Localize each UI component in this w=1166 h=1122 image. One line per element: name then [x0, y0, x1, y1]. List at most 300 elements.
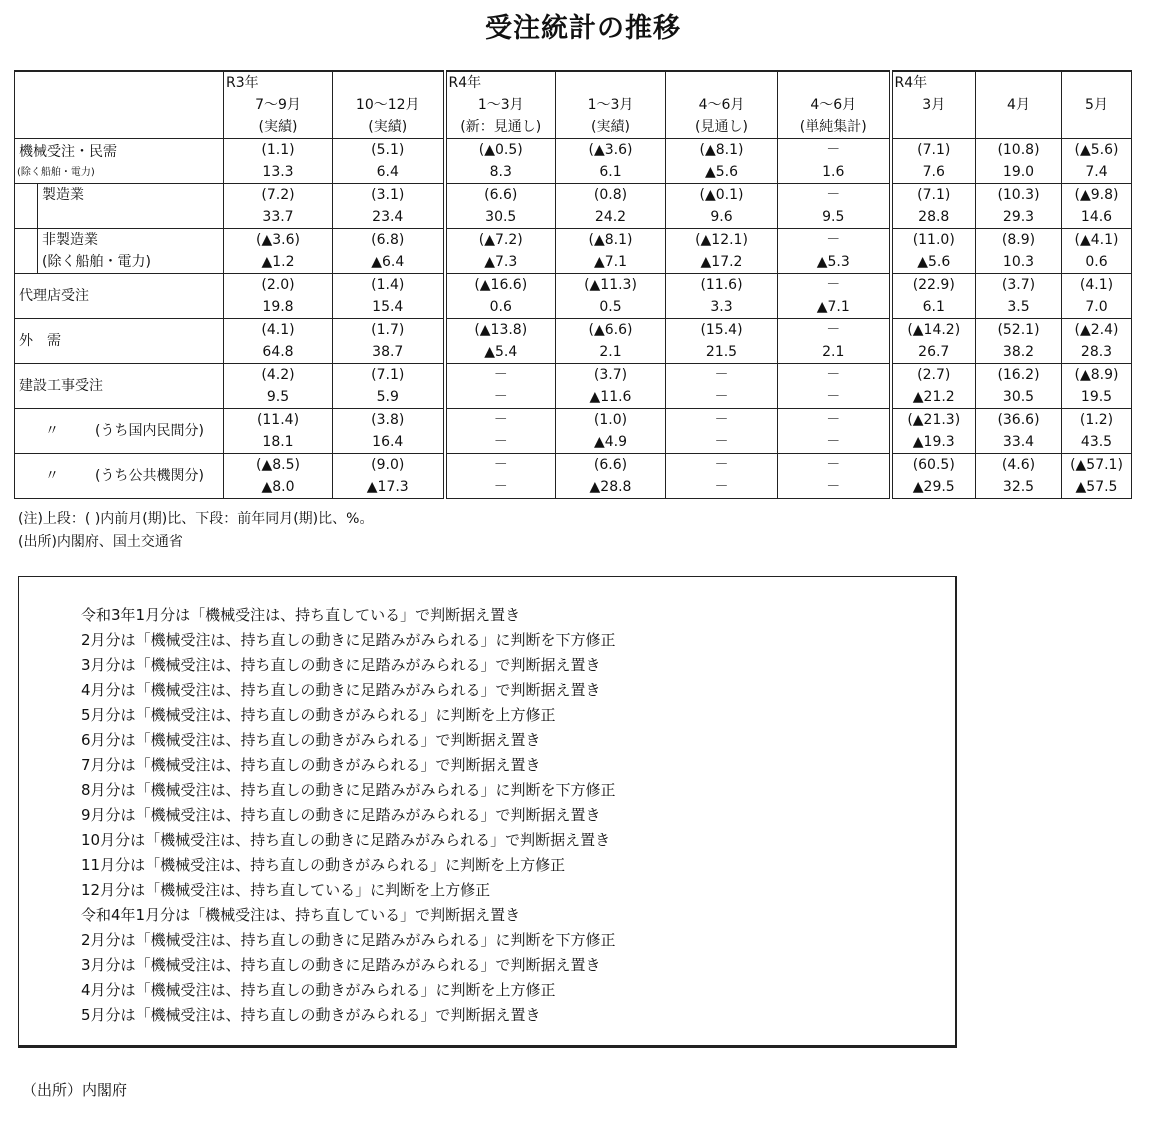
table-row — [15, 139, 1132, 184]
assessment-item: 4月分は「機械受注は、持ち直しの動きがみられる」に判断を上方修正 — [81, 981, 556, 999]
mom-value: (4.1) — [261, 322, 295, 338]
value-cell — [224, 409, 333, 454]
value-cell — [556, 274, 666, 319]
mom-value: (22.9) — [912, 277, 955, 293]
yoy-value: 28.8 — [918, 209, 950, 225]
header-label-cell — [15, 71, 224, 139]
yoy-value: 21.5 — [705, 344, 738, 360]
yoy-value: 13.3 — [262, 164, 294, 180]
yoy-value: ▲57.5 — [1075, 479, 1118, 495]
assessment-list — [81, 603, 616, 1028]
yoy-value: 5.9 — [376, 389, 399, 405]
row-sublabel: (除く船舶・電力) — [17, 167, 95, 178]
yoy-value: 6.1 — [922, 299, 945, 315]
yoy-value: 30.5 — [485, 209, 517, 225]
mom-value: (3.8) — [371, 412, 405, 428]
mom-value: (1.7) — [371, 322, 405, 338]
mom-value: (▲5.6) — [1074, 142, 1119, 158]
value-cell — [1062, 319, 1132, 364]
value-cell — [333, 229, 445, 274]
value-cell — [666, 139, 778, 184]
header-cell — [666, 71, 778, 139]
mom-value: － — [826, 457, 841, 473]
mom-value: － — [826, 142, 841, 158]
table-row — [15, 229, 1132, 274]
mom-value: (3.7) — [593, 367, 628, 383]
value-cell — [224, 364, 333, 409]
value-cell — [333, 274, 445, 319]
yoy-value: 30.5 — [1002, 389, 1035, 405]
yoy-value: ▲4.9 — [593, 434, 628, 450]
value-cell — [333, 454, 445, 499]
table-row — [15, 184, 1132, 229]
mom-value: (▲9.8) — [1074, 187, 1119, 203]
value-cell — [976, 454, 1062, 499]
yoy-value: 19.5 — [1080, 389, 1113, 405]
mom-value: (3.1) — [371, 187, 405, 203]
mom-value: (▲8.1) — [699, 142, 744, 158]
yoy-value: 8.3 — [489, 164, 512, 180]
assessment-item: 2月分は「機械受注は、持ち直しの動きに足踏みがみられる」に判断を下方修正 — [81, 631, 616, 649]
yoy-value: 33.7 — [262, 209, 294, 225]
header-period: 3月 — [922, 97, 946, 113]
value-cell — [445, 319, 556, 364]
value-cell — [224, 139, 333, 184]
mom-value: (6.6) — [593, 457, 628, 473]
mom-value: (▲21.3) — [907, 412, 961, 428]
assessment-item: 11月分は「機械受注は、持ち直しの動きがみられる」に判断を上方修正 — [81, 856, 566, 874]
yoy-value: － — [714, 479, 729, 495]
header-note: (実績) — [591, 119, 630, 135]
header-cell — [224, 71, 333, 139]
yoy-value: ▲17.3 — [366, 479, 409, 495]
yoy-value: － — [826, 389, 841, 405]
mom-value: (▲16.6) — [474, 277, 528, 293]
assessment-history-box — [18, 576, 957, 1048]
yoy-value: ▲7.3 — [484, 254, 518, 270]
value-cell — [778, 139, 891, 184]
value-cell — [1062, 274, 1132, 319]
mom-value: (11.4) — [256, 412, 300, 428]
mom-value: (▲4.1) — [1074, 232, 1119, 248]
value-cell — [891, 184, 976, 229]
value-cell — [556, 139, 666, 184]
mom-value: － — [826, 412, 841, 428]
header-cell — [891, 71, 976, 139]
value-cell — [556, 229, 666, 274]
value-cell — [556, 409, 666, 454]
mom-value: (▲2.4) — [1074, 322, 1119, 338]
value-cell — [778, 274, 891, 319]
mom-value: － — [493, 457, 508, 473]
yoy-value: － — [826, 434, 841, 450]
yoy-value: － — [714, 389, 729, 405]
assessment-item: 6月分は「機械受注は、持ち直しの動きがみられる」で判断据え置き — [81, 731, 541, 749]
yoy-value: ▲28.8 — [589, 479, 632, 495]
header-period: 1～3月 — [587, 97, 634, 113]
assessment-item: 令和4年1月分は「機械受注は、持ち直している」で判断据え置き — [81, 906, 521, 924]
mom-value: (▲3.6) — [588, 142, 633, 158]
yoy-value: 0.6 — [489, 299, 512, 315]
value-cell — [1062, 409, 1132, 454]
assessment-item: 2月分は「機械受注は、持ち直しの動きに足踏みがみられる」に判断を下方修正 — [81, 931, 616, 949]
table-source: (出所)内閣府、国土交通省 — [18, 534, 183, 550]
header-era — [333, 72, 443, 94]
yoy-value: 38.2 — [1002, 344, 1035, 360]
mom-value: － — [493, 367, 508, 383]
mom-value: (4.6) — [1001, 457, 1036, 473]
value-cell — [666, 319, 778, 364]
mom-value: (2.0) — [261, 277, 295, 293]
header-period: 4～6月 — [810, 97, 857, 113]
mom-value: (6.6) — [484, 187, 518, 203]
yoy-value: 38.7 — [372, 344, 404, 360]
mom-value: (▲11.3) — [584, 277, 637, 293]
header-note: (新：見通し) — [460, 119, 542, 135]
value-cell — [666, 184, 778, 229]
mom-value: (7.2) — [261, 187, 295, 203]
yoy-value: ▲5.6 — [917, 254, 951, 270]
value-cell — [666, 454, 778, 499]
mom-value: (36.6) — [997, 412, 1040, 428]
ditto-mark: 〃 — [45, 468, 59, 484]
yoy-value: ▲6.4 — [371, 254, 405, 270]
mom-value: (▲12.1) — [695, 232, 748, 248]
yoy-value: 0.6 — [1085, 254, 1108, 270]
row-label: 製造業 — [42, 187, 84, 203]
value-cell — [556, 364, 666, 409]
mom-value: (3.7) — [1001, 277, 1036, 293]
row-label: 建設工事受注 — [19, 378, 103, 394]
mom-value: (60.5) — [912, 457, 955, 473]
value-cell — [891, 364, 976, 409]
value-cell — [445, 454, 556, 499]
mom-value: (11.6) — [700, 277, 743, 293]
header-period: 1～3月 — [477, 97, 524, 113]
value-cell — [976, 229, 1062, 274]
value-cell — [778, 454, 891, 499]
header-era — [666, 72, 777, 94]
value-cell — [976, 364, 1062, 409]
mom-value: (1.2) — [1079, 412, 1114, 428]
header-cell — [976, 71, 1062, 139]
mom-value: (4.1) — [1079, 277, 1114, 293]
mom-value: － — [826, 367, 841, 383]
mom-value: － — [714, 367, 729, 383]
value-cell — [1062, 364, 1132, 409]
mom-value: (7.1) — [371, 367, 405, 383]
value-cell — [666, 364, 778, 409]
value-cell — [976, 184, 1062, 229]
mom-value: (9.0) — [371, 457, 405, 473]
assessment-item: 7月分は「機械受注は、持ち直しの動きがみられる」で判断据え置き — [81, 756, 541, 774]
yoy-value: 26.7 — [918, 344, 950, 360]
value-cell — [224, 274, 333, 319]
header-cell — [445, 71, 556, 139]
assessment-item: 5月分は「機械受注は、持ち直しの動きがみられる」で判断据え置き — [81, 1006, 541, 1024]
header-era: R3年 — [226, 75, 259, 91]
row-label: 機械受注・民需 — [19, 144, 117, 160]
header-note: (実績) — [258, 119, 298, 135]
header-period: 4～6月 — [698, 97, 745, 113]
orders-statistics-table — [14, 70, 1132, 499]
table-header-row — [15, 71, 1132, 139]
yoy-value: 10.3 — [1002, 254, 1035, 270]
table-row — [15, 409, 1132, 454]
yoy-value: － — [493, 479, 508, 495]
mom-value: (6.8) — [371, 232, 405, 248]
value-cell — [445, 184, 556, 229]
table-row — [15, 274, 1132, 319]
value-cell — [778, 184, 891, 229]
value-cell — [1062, 229, 1132, 274]
yoy-value: 15.4 — [372, 299, 404, 315]
mom-value: (1.1) — [261, 142, 295, 158]
table-row — [15, 319, 1132, 364]
mom-value: (52.1) — [997, 322, 1040, 338]
mom-value: (5.1) — [371, 142, 405, 158]
value-cell — [333, 139, 445, 184]
mom-value: (16.2) — [997, 367, 1040, 383]
header-period: 10～12月 — [355, 97, 420, 113]
row-label: 代理店受注 — [19, 288, 89, 304]
yoy-value: 19.0 — [1002, 164, 1035, 180]
mom-value: (11.0) — [912, 232, 955, 248]
yoy-value: ▲29.5 — [912, 479, 955, 495]
value-cell — [1062, 184, 1132, 229]
header-note: (単純集計) — [799, 119, 867, 135]
ditto-mark: 〃 — [45, 423, 59, 439]
row-label-cell — [15, 184, 224, 229]
yoy-value: 24.2 — [594, 209, 627, 225]
assessment-item: 10月分は「機械受注は、持ち直しの動きに足踏みがみられる」で判断据え置き — [81, 831, 611, 849]
value-cell — [445, 274, 556, 319]
value-cell — [556, 184, 666, 229]
value-cell — [891, 409, 976, 454]
value-cell — [224, 184, 333, 229]
assessment-item: 4月分は「機械受注は、持ち直しの動きに足踏みがみられる」で判断据え置き — [81, 681, 601, 699]
yoy-value: ▲5.6 — [704, 164, 739, 180]
mom-value: (0.8) — [593, 187, 628, 203]
mom-value: － — [826, 277, 841, 293]
header-cell — [333, 71, 445, 139]
header-note — [1062, 116, 1131, 138]
header-era — [556, 72, 665, 94]
mom-value: － — [826, 232, 841, 248]
header-note: (見通し) — [695, 119, 748, 135]
header-era: R4年 — [448, 75, 482, 91]
mom-value: － — [493, 412, 508, 428]
value-cell — [778, 319, 891, 364]
yoy-value: 16.4 — [372, 434, 404, 450]
assessment-item: 令和3年1月分は「機械受注は、持ち直している」で判断据え置き — [81, 606, 521, 624]
yoy-value: ▲17.2 — [700, 254, 743, 270]
mom-value: － — [826, 187, 841, 203]
yoy-value: ▲11.6 — [589, 389, 632, 405]
mom-value: (10.8) — [997, 142, 1040, 158]
yoy-value: － — [714, 434, 729, 450]
mom-value: (▲57.1) — [1070, 457, 1123, 473]
mom-value: (1.0) — [593, 412, 628, 428]
mom-value: (▲8.9) — [1074, 367, 1119, 383]
page-title: 受注統計の推移 — [485, 13, 681, 44]
yoy-value: 33.4 — [1002, 434, 1035, 450]
mom-value: (4.2) — [261, 367, 295, 383]
value-cell — [778, 229, 891, 274]
value-cell — [445, 139, 556, 184]
row-label-cell — [15, 319, 224, 364]
mom-value: (8.9) — [1001, 232, 1036, 248]
mom-value: (2.7) — [917, 367, 951, 383]
mom-value: (▲7.2) — [478, 232, 523, 248]
yoy-value: ▲8.0 — [261, 479, 295, 495]
header-note — [893, 116, 976, 138]
header-era — [976, 72, 1061, 94]
header-cell — [778, 71, 891, 139]
yoy-value: ▲7.1 — [593, 254, 628, 270]
value-cell — [224, 319, 333, 364]
value-cell — [333, 409, 445, 454]
row-label-cell — [15, 454, 224, 499]
yoy-value: ▲21.2 — [912, 389, 955, 405]
assessment-item: 12月分は「機械受注は、持ち直している」に判断を上方修正 — [81, 881, 491, 899]
yoy-value: 29.3 — [1002, 209, 1035, 225]
value-cell — [666, 409, 778, 454]
value-cell — [891, 319, 976, 364]
mom-value: (▲0.1) — [699, 187, 744, 203]
yoy-value: ▲5.3 — [816, 254, 850, 270]
value-cell — [1062, 139, 1132, 184]
yoy-value: 64.8 — [262, 344, 294, 360]
header-cell — [1062, 71, 1132, 139]
row-label: 非製造業 — [42, 232, 98, 248]
yoy-value: 2.1 — [599, 344, 622, 360]
assessment-item: 5月分は「機械受注は、持ち直しの動きがみられる」に判断を上方修正 — [81, 706, 556, 724]
yoy-value: 6.1 — [599, 164, 622, 180]
value-cell — [976, 274, 1062, 319]
yoy-value: 9.5 — [266, 389, 290, 405]
box-source: （出所）内閣府 — [22, 1081, 128, 1099]
yoy-value: 6.4 — [376, 164, 399, 180]
mom-value: (10.3) — [997, 187, 1040, 203]
yoy-value: 7.0 — [1085, 299, 1108, 315]
value-cell — [891, 454, 976, 499]
value-cell — [1062, 454, 1132, 499]
value-cell — [333, 364, 445, 409]
mom-value: (7.1) — [917, 187, 951, 203]
yoy-value: 9.5 — [822, 209, 845, 225]
yoy-value: 3.5 — [1007, 299, 1030, 315]
header-note: (実績) — [368, 119, 408, 135]
header-period: 4月 — [1007, 97, 1030, 113]
value-cell — [224, 229, 333, 274]
mom-value: (▲0.5) — [478, 142, 523, 158]
value-cell — [976, 409, 1062, 454]
assessment-item: 3月分は「機械受注は、持ち直しの動きに足踏みがみられる」で判断据え置き — [81, 956, 601, 974]
value-cell — [778, 364, 891, 409]
value-cell — [445, 364, 556, 409]
value-cell — [891, 229, 976, 274]
yoy-value: 7.4 — [1085, 164, 1108, 180]
header-cell — [556, 71, 666, 139]
row-label — [45, 454, 204, 498]
row-label-cell — [15, 409, 224, 454]
mom-value: (▲13.8) — [474, 322, 528, 338]
row-sublabel: (除く船舶・電力) — [42, 254, 151, 270]
table-note: (注)上段：( )内前月(期)比、下段：前年同月(期)比、%。 — [18, 511, 374, 527]
yoy-value: － — [493, 389, 508, 405]
row-label-cell — [15, 139, 224, 184]
header-era: R4年 — [894, 75, 928, 91]
mom-value: － — [826, 322, 841, 338]
mom-value: (7.1) — [917, 142, 951, 158]
mom-value: (▲3.6) — [256, 232, 300, 248]
mom-value: (1.4) — [371, 277, 405, 293]
row-label-cell — [15, 274, 224, 319]
row-sublabel: (うち国内民間分) — [95, 423, 204, 439]
yoy-value: ▲5.4 — [484, 344, 518, 360]
yoy-value: 23.4 — [372, 209, 404, 225]
assessment-item: 9月分は「機械受注は、持ち直しの動きに足踏みがみられる」で判断据え置き — [81, 806, 601, 824]
yoy-value: 7.6 — [922, 164, 945, 180]
header-period: 5月 — [1085, 97, 1108, 113]
mom-value: － — [714, 457, 729, 473]
yoy-value: 3.3 — [710, 299, 733, 315]
value-cell — [445, 409, 556, 454]
table-row — [15, 454, 1132, 499]
yoy-value: 18.1 — [262, 434, 294, 450]
header-era — [1062, 72, 1131, 94]
yoy-value: 9.6 — [710, 209, 733, 225]
yoy-value: ▲7.1 — [816, 299, 850, 315]
yoy-value: ▲1.2 — [261, 254, 295, 270]
yoy-value: 32.5 — [1002, 479, 1035, 495]
yoy-value: － — [826, 479, 841, 495]
value-cell — [333, 184, 445, 229]
yoy-value: － — [493, 434, 508, 450]
yoy-value: 19.8 — [262, 299, 294, 315]
mom-value: (▲14.2) — [907, 322, 961, 338]
value-cell — [976, 319, 1062, 364]
value-cell — [778, 409, 891, 454]
row-sublabel: (うち公共機関分) — [95, 468, 204, 484]
header-note — [976, 116, 1061, 138]
indented-label — [37, 229, 151, 273]
mom-value: (▲6.6) — [588, 322, 633, 338]
value-cell — [556, 319, 666, 364]
row-label — [45, 409, 204, 453]
yoy-value: 14.6 — [1080, 209, 1113, 225]
yoy-value: 28.3 — [1080, 344, 1113, 360]
yoy-value: ▲19.3 — [912, 434, 955, 450]
assessment-item: 8月分は「機械受注は、持ち直しの動きに足踏みがみられる」に判断を下方修正 — [81, 781, 616, 799]
yoy-value: 1.6 — [822, 164, 845, 180]
table-row — [15, 364, 1132, 409]
row-label-cell — [15, 229, 224, 274]
assessment-item: 3月分は「機械受注は、持ち直しの動きに足踏みがみられる」で判断据え置き — [81, 656, 601, 674]
yoy-value: 0.5 — [599, 299, 622, 315]
yoy-value: 2.1 — [822, 344, 845, 360]
value-cell — [891, 274, 976, 319]
mom-value: － — [714, 412, 729, 428]
value-cell — [445, 229, 556, 274]
value-cell — [556, 454, 666, 499]
value-cell — [666, 229, 778, 274]
mom-value: (▲8.5) — [256, 457, 300, 473]
value-cell — [224, 454, 333, 499]
row-label-cell — [15, 364, 224, 409]
row-label: 外 需 — [19, 333, 61, 349]
